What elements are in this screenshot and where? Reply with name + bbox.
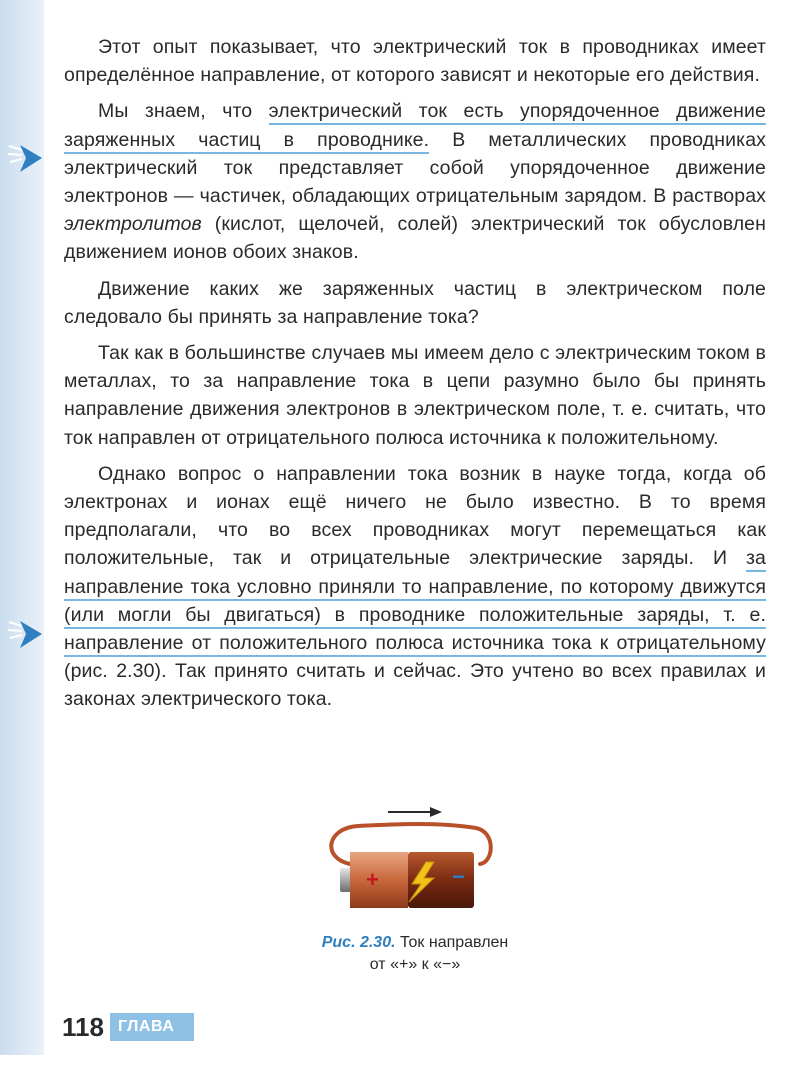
- key-definition-underlined: электрический ток есть упорядоченное движение заряженных частиц в проводнике.: [64, 100, 766, 153]
- term-electrolytes: электролитов: [64, 213, 202, 236]
- current-direction-rule-underlined: за направление тока условно приняли то направление, по которому движутся (или могли бы двигаться) в проводнике положительные заряды, т. е. направление от положительного полюса источника тока к отрицательному: [64, 547, 766, 657]
- paragraph-2-mid: В металлических проводниках электрический ток представляет собой упорядоченное движение электронов — частичек, обладающих отрицательным зарядом. В растворах: [64, 128, 766, 208]
- paragraph-5-lead: Однако вопрос о направлении тока возник в науке тогда, когда об электронах и ионах ещё ничего не было известно. В то время предполагали, что во всех проводниках могут перемещаться как положительные, так и отрицательные электрические заряды. И: [64, 462, 766, 570]
- key-point-arrow-icon: [6, 612, 46, 652]
- paragraph-3-text: Движение каких же заряженных частиц в электрическом поле следовало бы принять за направление тока?: [64, 277, 766, 328]
- paragraph-2-tail: (кислот, щелочей, солей) электрический ток обусловлен движением ионов обоих знаков.: [64, 213, 766, 264]
- caption-line-2: от «+» к «−»: [369, 956, 461, 973]
- paragraph-5-tail: (рис. 2.30). Так принято считать и сейчас. Это учтено во всех правилах и законах электрического тока.: [64, 660, 766, 711]
- paragraph-1-text: Этот опыт показывает, что электрический ток в проводниках имеет определённое направление, от которого зависят и некоторые его действия.: [64, 36, 766, 87]
- key-point-arrow-icon: [6, 136, 46, 176]
- paragraph-4: [64, 339, 766, 452]
- current-direction-arrow-icon: [388, 807, 442, 817]
- plus-sign: +: [366, 867, 379, 892]
- minus-sign: −: [452, 864, 465, 889]
- paragraph-4-text: Так как в большинстве случаев мы имеем дело с электрическим током в металлах, то за направление тока в цепи разумно было бы принять направление движения электронов в электрическом поле, т. е. считать, что ток направлен от отрицательного полюса источника к положительному.: [64, 342, 766, 449]
- battery-figure: [318, 798, 498, 928]
- page-footer: [44, 1008, 194, 1063]
- text-body: [64, 33, 766, 722]
- page-number: 118: [62, 1012, 104, 1042]
- battery-positive-half: [350, 852, 408, 908]
- paragraph-2-lead: Мы знаем, что: [98, 100, 269, 123]
- paragraph-3: [64, 275, 766, 331]
- chapter-badge: ГЛАВА 2: [110, 1013, 194, 1041]
- paragraph-2: [64, 97, 766, 266]
- figure-caption: [290, 932, 540, 976]
- caption-line-1: Ток направлен: [395, 934, 509, 951]
- figure-label: Рис. 2.30.: [321, 934, 396, 951]
- paragraph-5: [64, 460, 766, 714]
- paragraph-1: [64, 33, 766, 89]
